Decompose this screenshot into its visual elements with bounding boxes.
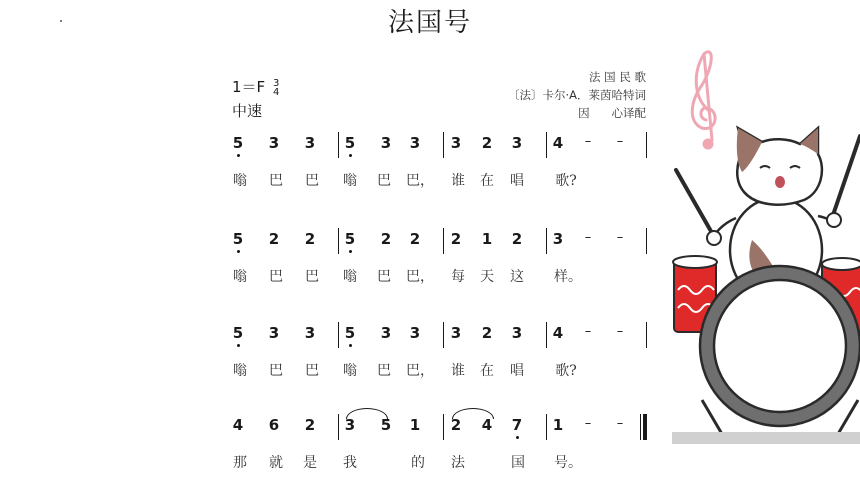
lyric-syllable: 巴， xyxy=(406,269,434,285)
note: 2 xyxy=(481,134,493,152)
note: 5 xyxy=(340,134,360,152)
lyric-syllable: 巴 xyxy=(269,363,283,379)
note: 3 xyxy=(552,230,564,248)
lyric-syllable: 巴 xyxy=(269,269,283,285)
note: 2 xyxy=(511,230,523,248)
lyric-syllable: 唱 xyxy=(510,173,524,189)
lyric-syllable: 嗡 xyxy=(233,269,247,285)
lyric-syllable: 嗡 xyxy=(233,173,247,189)
lyric-syllable: 天 xyxy=(480,269,494,285)
lyric-syllable: 谁 xyxy=(451,363,465,379)
lyric-syllable: 歌? xyxy=(555,363,577,379)
tie-slur xyxy=(452,408,494,419)
barline xyxy=(338,322,339,348)
sustain-dash: – xyxy=(584,324,592,339)
credit-translator: 因 心译配 xyxy=(578,106,646,120)
note: 2 xyxy=(304,416,316,434)
lyric-syllable: 在 xyxy=(480,363,494,379)
lyric-syllable: 那 xyxy=(233,455,247,471)
note: 2 xyxy=(380,230,392,248)
note: 3 xyxy=(409,324,421,342)
note: 3 xyxy=(450,324,462,342)
note: 3 xyxy=(380,134,392,152)
lyric-syllable: 我 xyxy=(343,455,357,471)
credit-origin: 法 国 民 歌 xyxy=(589,70,646,84)
barline xyxy=(443,132,444,158)
treble-clef-icon xyxy=(692,52,715,148)
lyric-syllable: 样。 xyxy=(554,269,582,285)
lyric-syllable: 巴 xyxy=(269,173,283,189)
barline xyxy=(443,414,444,440)
note: 1 xyxy=(552,416,564,434)
stray-dot xyxy=(60,20,62,22)
note: 3 xyxy=(268,324,280,342)
barline xyxy=(546,322,547,348)
lyric-syllable: 巴 xyxy=(377,363,391,379)
lyric-syllable: 在 xyxy=(480,173,494,189)
lyric-syllable: 号。 xyxy=(554,455,582,471)
note: 6 xyxy=(268,416,280,434)
barline xyxy=(546,132,547,158)
note: 2 xyxy=(450,230,462,248)
key-signature xyxy=(232,76,279,97)
barline xyxy=(443,322,444,348)
lyric-syllable: 这 xyxy=(510,269,524,285)
tempo-marking: 中速 xyxy=(232,102,263,120)
note: 2 xyxy=(450,416,462,434)
lyric-syllable: 巴 xyxy=(377,173,391,189)
sustain-dash: – xyxy=(584,416,592,431)
lyric-syllable: 歌? xyxy=(555,173,577,189)
lyric-syllable: 嗡 xyxy=(343,363,357,379)
note: 5 xyxy=(340,324,360,342)
lyric-syllable: 巴 xyxy=(305,363,319,379)
note: 5 xyxy=(228,134,248,152)
lyric-syllable: 每 xyxy=(451,269,465,285)
lyric-syllable: 是 xyxy=(303,455,317,471)
note: 2 xyxy=(304,230,316,248)
note: 5 xyxy=(380,416,392,434)
key-label: 1＝F xyxy=(232,78,266,96)
barline xyxy=(546,414,547,440)
song-title: 法国号 xyxy=(387,8,472,38)
barline xyxy=(338,414,339,440)
time-top: 3 xyxy=(272,77,280,89)
barline xyxy=(338,228,339,254)
note: 4 xyxy=(552,134,564,152)
note: 3 xyxy=(511,324,523,342)
note: 5 xyxy=(228,230,248,248)
note: 2 xyxy=(481,324,493,342)
lyric-syllable: 巴 xyxy=(305,173,319,189)
sustain-dash: – xyxy=(584,230,592,245)
note: 4 xyxy=(552,324,564,342)
lyric-syllable: 谁 xyxy=(451,173,465,189)
cat-drummer-illustration xyxy=(672,40,860,450)
barline xyxy=(646,228,647,254)
sustain-dash: – xyxy=(616,230,624,245)
note: 3 xyxy=(409,134,421,152)
note: 1 xyxy=(481,230,493,248)
barline xyxy=(646,132,647,158)
lyric-syllable: 巴， xyxy=(406,363,434,379)
tie-slur xyxy=(346,408,388,419)
sustain-dash: – xyxy=(616,416,624,431)
note: 3 xyxy=(304,134,316,152)
lyric-syllable: 巴 xyxy=(377,269,391,285)
barline xyxy=(646,322,647,348)
note: 2 xyxy=(268,230,280,248)
note: 3 xyxy=(304,324,316,342)
lyric-syllable: 的 xyxy=(411,455,425,471)
time-bottom: 4 xyxy=(272,86,280,98)
lyric-syllable: 巴， xyxy=(406,173,434,189)
lyric-syllable: 嗡 xyxy=(343,173,357,189)
note: 4 xyxy=(481,416,493,434)
note: 4 xyxy=(232,416,244,434)
lyric-syllable: 嗡 xyxy=(343,269,357,285)
lyric-syllable: 嗡 xyxy=(233,363,247,379)
final-barline xyxy=(640,414,648,440)
time-signature xyxy=(273,79,279,97)
note: 5 xyxy=(340,230,360,248)
lyric-syllable: 唱 xyxy=(510,363,524,379)
note: 3 xyxy=(380,324,392,342)
sustain-dash: – xyxy=(616,324,624,339)
sustain-dash: – xyxy=(616,134,624,149)
lyric-syllable: 法 xyxy=(451,455,465,471)
barline xyxy=(338,132,339,158)
barline xyxy=(546,228,547,254)
note: 5 xyxy=(228,324,248,342)
note: 3 xyxy=(268,134,280,152)
note: 3 xyxy=(450,134,462,152)
sustain-dash: – xyxy=(584,134,592,149)
note: 3 xyxy=(511,134,523,152)
lyric-syllable: 国 xyxy=(511,455,525,471)
barline xyxy=(443,228,444,254)
note: 1 xyxy=(409,416,421,434)
note: 7 xyxy=(507,416,527,434)
lyric-syllable: 巴 xyxy=(305,269,319,285)
note: 3 xyxy=(344,416,356,434)
credit-lyricist: 〔法〕卡尔·A．莱茵哈特词 xyxy=(507,88,646,102)
lyric-syllable: 就 xyxy=(269,455,283,471)
note: 2 xyxy=(409,230,421,248)
credits xyxy=(508,68,646,122)
